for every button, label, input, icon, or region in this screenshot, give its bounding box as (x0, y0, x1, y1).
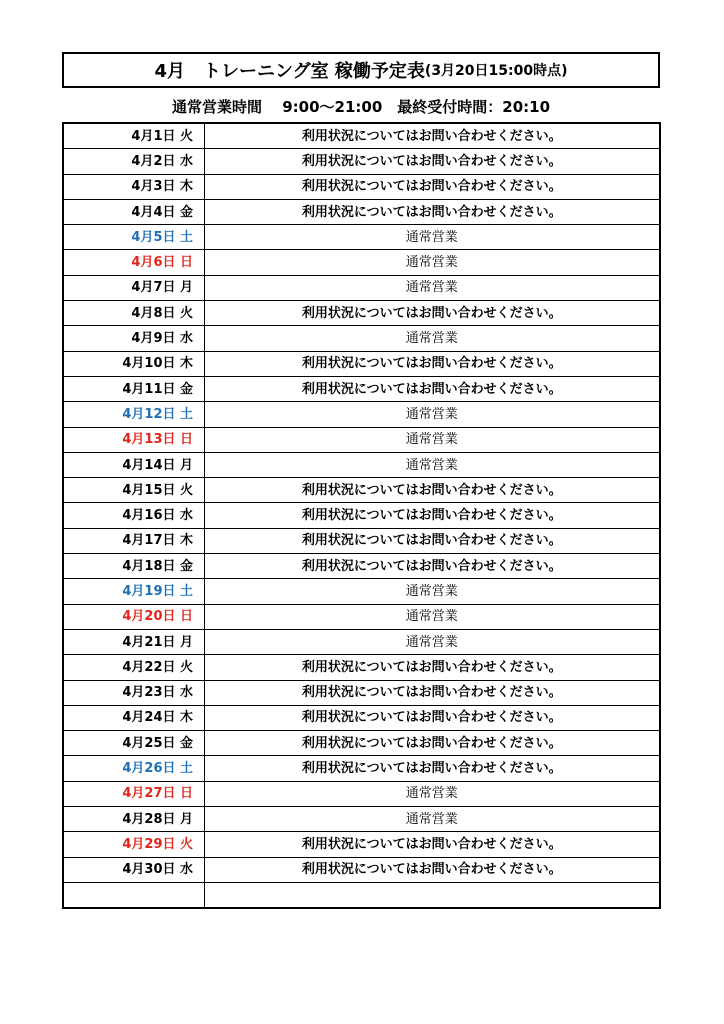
day-of-week-label: 水 (179, 685, 193, 701)
schedule-row (63, 705, 660, 730)
status-cell: 利用状況についてはお問い合わせください。 (204, 174, 660, 199)
schedule-row (63, 756, 660, 781)
date-cell (63, 123, 204, 149)
schedule-row (63, 478, 660, 503)
day-of-week-label: 火 (179, 836, 193, 852)
status-cell: 利用状況についてはお問い合わせください。 (204, 123, 660, 149)
schedule-title-timestamp: (3月20日15:00時点) (424, 63, 568, 79)
day-of-week-label: 日 (179, 609, 193, 625)
date-label: 4月9日 (131, 331, 176, 347)
date-cell (63, 149, 204, 174)
business-hours: 通常営業時間 9:00〜21:00 最終受付時間：20:10 (171, 97, 551, 116)
date-label: 4月23日 (122, 685, 176, 701)
day-of-week-label: 土 (179, 406, 193, 422)
day-of-week-label: 月 (179, 811, 193, 827)
date-cell (63, 705, 204, 730)
schedule-table-body (63, 123, 660, 908)
schedule-row (63, 174, 660, 199)
schedule-row (63, 807, 660, 832)
status-cell: 利用状況についてはお問い合わせください。 (204, 857, 660, 882)
date-cell (63, 351, 204, 376)
status-cell: 利用状況についてはお問い合わせください。 (204, 756, 660, 781)
day-of-week-label: 日 (179, 432, 193, 448)
date-label: 4月15日 (122, 482, 176, 498)
day-of-week-label: 土 (179, 229, 193, 245)
date-label: 4月16日 (122, 508, 176, 524)
date-label: 4月12日 (122, 406, 176, 422)
status-cell: 利用状況についてはお問い合わせください。 (204, 655, 660, 680)
status-cell: 通常営業 (204, 250, 660, 275)
day-of-week-label: 水 (179, 862, 193, 878)
status-cell: 利用状況についてはお問い合わせください。 (204, 149, 660, 174)
day-of-week-label: 水 (179, 153, 193, 169)
date-label: 4月29日 (122, 836, 176, 852)
day-of-week-label: 月 (179, 280, 193, 296)
date-cell (63, 579, 204, 604)
date-cell (63, 427, 204, 452)
date-cell (63, 629, 204, 654)
date-label: 4月8日 (131, 305, 176, 321)
status-cell: 利用状況についてはお問い合わせください。 (204, 705, 660, 730)
schedule-row (63, 680, 660, 705)
schedule-row (63, 452, 660, 477)
day-of-week-label: 火 (179, 128, 193, 144)
status-cell: 利用状況についてはお問い合わせください。 (204, 731, 660, 756)
status-cell: 通常営業 (204, 225, 660, 250)
date-cell (63, 680, 204, 705)
schedule-title (62, 52, 660, 88)
status-cell: 利用状況についてはお問い合わせください。 (204, 528, 660, 553)
schedule-row (63, 326, 660, 351)
schedule-row (63, 857, 660, 882)
schedule-title-main: 4月 トレーニング室 稼働予定表 (154, 61, 425, 82)
schedule-row (63, 655, 660, 680)
schedule-row (63, 402, 660, 427)
schedule-table (62, 122, 661, 909)
schedule-row (63, 832, 660, 857)
schedule-row (63, 604, 660, 629)
date-label: 4月19日 (122, 583, 176, 599)
date-cell (63, 528, 204, 553)
status-cell: 通常営業 (204, 807, 660, 832)
date-cell (63, 857, 204, 882)
status-cell: 利用状況についてはお問い合わせください。 (204, 832, 660, 857)
date-label: 4月14日 (122, 457, 176, 473)
date-label: 4月25日 (122, 735, 176, 751)
date-label: 4月17日 (122, 533, 176, 549)
date-cell (63, 275, 204, 300)
day-of-week-label: 木 (179, 179, 193, 195)
date-label: 4月3日 (131, 179, 176, 195)
status-cell: 利用状況についてはお問い合わせください。 (204, 680, 660, 705)
schedule-row (63, 781, 660, 806)
status-cell (204, 882, 660, 908)
date-cell (63, 478, 204, 503)
day-of-week-label: 木 (179, 710, 193, 726)
schedule-row (63, 376, 660, 401)
schedule-row (63, 351, 660, 376)
date-cell (63, 174, 204, 199)
date-cell (63, 376, 204, 401)
date-label: 4月30日 (122, 862, 176, 878)
date-label: 4月1日 (131, 128, 176, 144)
date-cell (63, 655, 204, 680)
date-cell (63, 452, 204, 477)
day-of-week-label: 土 (179, 583, 193, 599)
date-label: 4月27日 (122, 786, 176, 802)
status-cell: 利用状況についてはお問い合わせください。 (204, 478, 660, 503)
status-cell: 利用状況についてはお問い合わせください。 (204, 351, 660, 376)
date-cell (63, 326, 204, 351)
date-cell (63, 781, 204, 806)
status-cell: 通常営業 (204, 326, 660, 351)
status-cell: 利用状況についてはお問い合わせください。 (204, 554, 660, 579)
schedule-row (63, 554, 660, 579)
date-cell (63, 503, 204, 528)
status-cell: 通常営業 (204, 629, 660, 654)
date-label: 4月13日 (122, 432, 176, 448)
date-cell (63, 199, 204, 224)
day-of-week-label: 金 (179, 558, 193, 574)
status-cell: 通常営業 (204, 402, 660, 427)
day-of-week-label: 月 (179, 634, 193, 650)
day-of-week-label: 日 (179, 255, 193, 271)
day-of-week-label: 火 (179, 659, 193, 675)
schedule-row (63, 149, 660, 174)
status-cell: 利用状況についてはお問い合わせください。 (204, 503, 660, 528)
schedule-row (63, 275, 660, 300)
date-label: 4月6日 (131, 255, 176, 271)
date-cell (63, 402, 204, 427)
status-cell: 通常営業 (204, 781, 660, 806)
status-cell: 通常営業 (204, 604, 660, 629)
day-of-week-label: 木 (179, 533, 193, 549)
date-label: 4月24日 (122, 710, 176, 726)
day-of-week-label: 水 (179, 508, 193, 524)
schedule-row (63, 503, 660, 528)
date-cell (63, 225, 204, 250)
date-label: 4月22日 (122, 659, 176, 675)
status-cell: 通常営業 (204, 427, 660, 452)
date-label: 4月7日 (131, 280, 176, 296)
day-of-week-label: 金 (179, 735, 193, 751)
date-cell (63, 604, 204, 629)
date-cell (63, 554, 204, 579)
status-cell: 利用状況についてはお問い合わせください。 (204, 376, 660, 401)
status-cell: 通常営業 (204, 275, 660, 300)
date-cell (63, 882, 204, 908)
day-of-week-label: 金 (179, 204, 193, 220)
date-label: 4月18日 (122, 558, 176, 574)
schedule-row (63, 731, 660, 756)
day-of-week-label: 火 (179, 482, 193, 498)
schedule-row (63, 629, 660, 654)
schedule-row (63, 579, 660, 604)
date-label: 4月26日 (122, 761, 176, 777)
date-label: 4月20日 (122, 609, 176, 625)
status-cell: 通常営業 (204, 579, 660, 604)
date-label: 4月21日 (122, 634, 176, 650)
date-label: 4月2日 (131, 153, 176, 169)
status-cell: 通常営業 (204, 452, 660, 477)
date-cell (63, 301, 204, 326)
date-cell (63, 731, 204, 756)
date-cell (63, 807, 204, 832)
date-label: 4月5日 (131, 229, 176, 245)
schedule-row (63, 225, 660, 250)
schedule-row (63, 123, 660, 149)
date-cell (63, 832, 204, 857)
status-cell: 利用状況についてはお問い合わせください。 (204, 301, 660, 326)
date-label: 4月28日 (122, 811, 176, 827)
date-label: 4月4日 (131, 204, 176, 220)
day-of-week-label: 水 (179, 331, 193, 347)
day-of-week-label: 火 (179, 305, 193, 321)
schedule-row (63, 250, 660, 275)
schedule-row (63, 427, 660, 452)
date-label: 4月11日 (122, 381, 176, 397)
day-of-week-label: 月 (179, 457, 193, 473)
schedule-row (63, 882, 660, 908)
schedule-row (63, 301, 660, 326)
date-cell (63, 250, 204, 275)
day-of-week-label: 日 (179, 786, 193, 802)
date-cell (63, 756, 204, 781)
day-of-week-label: 木 (179, 356, 193, 372)
day-of-week-label: 金 (179, 381, 193, 397)
date-label: 4月10日 (122, 356, 176, 372)
schedule-row (63, 528, 660, 553)
day-of-week-label: 土 (179, 761, 193, 777)
status-cell: 利用状況についてはお問い合わせください。 (204, 199, 660, 224)
schedule-row (63, 199, 660, 224)
